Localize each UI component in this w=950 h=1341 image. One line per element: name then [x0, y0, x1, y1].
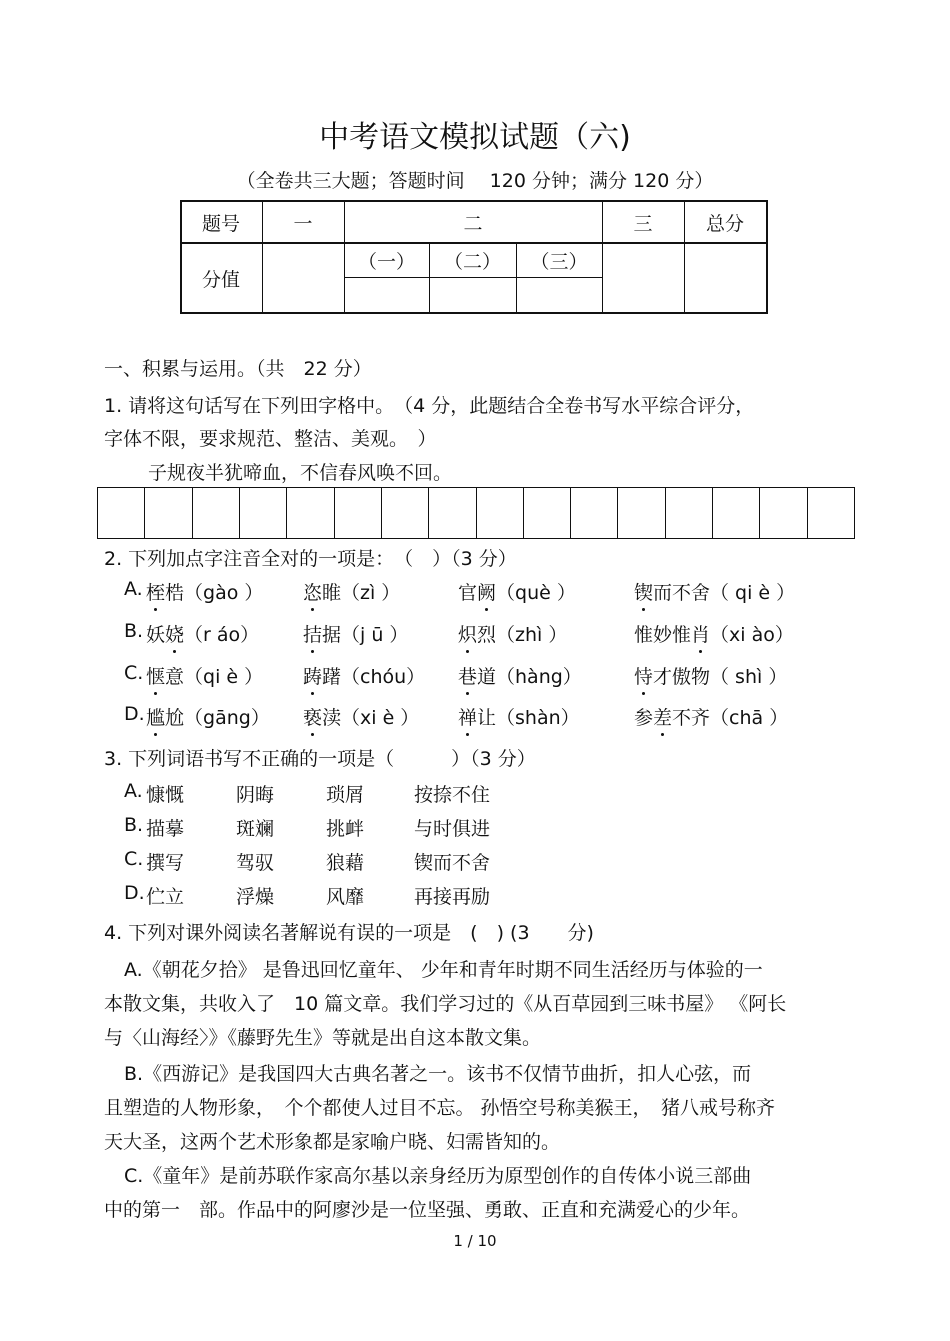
grid-square[interactable] — [287, 488, 334, 538]
q2-option-label: B. — [124, 620, 144, 642]
q2-option-label: C. — [124, 662, 144, 684]
table-col-total: 总分 — [705, 213, 744, 235]
q2-option-label: D. — [124, 703, 145, 725]
q4-option-b-line1: B.《西游记》是我国四大古典名著之一。该书不仅情节曲折，扣人心弦，而 — [124, 1063, 752, 1085]
q3-option-label: D. — [124, 882, 145, 904]
exam-info: （全卷共三大题；答题时间 120 分钟；满分 120 分） — [236, 170, 714, 192]
grid-square[interactable] — [98, 488, 145, 538]
q3-option-word: 琐屑 — [326, 784, 365, 806]
grid-square[interactable] — [618, 488, 665, 538]
q3-option-word: 再接再励 — [414, 886, 491, 908]
q3-option-word: 伫立 — [146, 886, 185, 908]
grid-square[interactable] — [666, 488, 713, 538]
q3-option-word: 与时俱进 — [414, 818, 491, 840]
q3-option-word: 按捺不住 — [414, 784, 491, 806]
q2-option-item: 踌躇（chóu） — [303, 666, 426, 688]
section-heading: 一、积累与运用。（共 22 分） — [104, 358, 372, 380]
q1-stem: 1. 请将这句话写在下列田字格中。 （4 分，此题结合全卷书写水平综合评分， — [104, 395, 755, 417]
q3-option-word: 狼藉 — [326, 852, 365, 874]
q3-option-word: 挑衅 — [326, 818, 365, 840]
grid-square[interactable] — [145, 488, 192, 538]
q3-option-word: 斑斓 — [236, 818, 275, 840]
q2-option-item: 妖娆（r áo） — [146, 624, 260, 646]
grid-square[interactable] — [571, 488, 618, 538]
q2-option-item: 官阙（què ） — [458, 582, 576, 604]
q2-option-item: 亵渎（xi è ） — [303, 707, 420, 729]
page-title: 中考语文模拟试题（六) — [319, 120, 631, 155]
q2-option-item: 锲而不舍（ qi è ） — [634, 582, 796, 604]
q3-option-word: 锲而不舍 — [414, 852, 491, 874]
q2-option-item: 拮据（j ū ） — [303, 624, 409, 646]
q3-option-word: 慷慨 — [146, 784, 185, 806]
q3-option-word: 驾驭 — [236, 852, 275, 874]
q2-option-item: 桎梏（gào ） — [146, 582, 264, 604]
q2-option-item: 恣睢（zì ） — [303, 582, 401, 604]
q3-stem: 3. 下列词语书写不正确的一项是（ ）（3 分） — [104, 748, 536, 770]
table-col-3: 三 — [633, 213, 653, 235]
grid-square[interactable] — [713, 488, 760, 538]
grid-square[interactable] — [808, 488, 854, 538]
q3-option-label: C. — [124, 848, 144, 870]
q3-option-word: 阴晦 — [236, 784, 275, 806]
q2-option-item: 参差不齐（chā ） — [634, 707, 789, 729]
q4-option-a-line1: A.《朝花夕拾》 是鲁迅回忆童年、 少年和青年时期不同生活经历与体验的一 — [124, 959, 763, 981]
q2-option-label: A. — [124, 578, 143, 600]
q2-option-item: 惬意（qi è ） — [146, 666, 264, 688]
grid-square[interactable] — [193, 488, 240, 538]
q3-option-word: 风靡 — [326, 886, 365, 908]
q2-stem: 2. 下列加点字注音全对的一项是： （ ）（3 分） — [104, 548, 517, 570]
table-sub-1: （一） — [357, 251, 415, 273]
q3-option-word: 撰写 — [146, 852, 185, 874]
table-header-label: 题号 — [201, 213, 240, 235]
q4-option-b-line2: 且塑造的人物形象， 个个都使人过目不忘。 孙悟空号称美猴王， 猪八戒号称齐 — [104, 1097, 776, 1119]
grid-square[interactable] — [429, 488, 476, 538]
q4-option-a-line2: 本散文集，共收入了 10 篇文章。我们学习过的《从百草园到三味书屋》 《阿长 — [104, 993, 787, 1015]
q1-sentence: 子规夜半犹啼血，不信春风唤不回。 — [148, 462, 453, 484]
q3-option-label: B. — [124, 814, 144, 836]
grid-square[interactable] — [760, 488, 807, 538]
table-sub-2: （二） — [443, 251, 501, 273]
q4-option-a-line3: 与〈山海经〉》《藤野先生》等就是出自这本散文集。 — [104, 1027, 542, 1049]
table-sub-3: （三） — [530, 251, 588, 273]
grid-square[interactable] — [240, 488, 287, 538]
q2-option-item: 炽烈（zhì ） — [458, 624, 568, 646]
table-score-label: 分值 — [201, 269, 240, 291]
q4-option-c-line2: 中的第一 部。作品中的阿廖沙是一位坚强、勇敢、正直和充满爱心的少年。 — [104, 1199, 751, 1221]
q2-option-item: 巷道（hàng） — [458, 666, 582, 688]
q3-option-word: 描摹 — [146, 818, 185, 840]
grid-square[interactable] — [335, 488, 382, 538]
page-number: 1 / 10 — [453, 1232, 497, 1250]
writing-grid[interactable] — [97, 487, 855, 539]
q2-option-item: 恃才傲物（ shì ） — [634, 666, 788, 688]
q4-option-b-line3: 天大圣，这两个艺术形象都是家喻户晓、妇需皆知的。 — [104, 1131, 561, 1153]
q4-option-c-line1: C.《童年》是前苏联作家高尔基以亲身经历为原型创作的自传体小说三部曲 — [124, 1165, 752, 1187]
q2-option-item: 尴尬（gāng） — [146, 707, 270, 729]
grid-square[interactable] — [477, 488, 524, 538]
q1-stem-cont: 字体不限，要求规范、整洁、美观。 ） — [104, 428, 437, 450]
q2-option-item: 惟妙惟肖（xi ào） — [634, 624, 794, 646]
table-col-1: 一 — [293, 213, 313, 235]
table-col-2: 二 — [463, 213, 483, 235]
q2-option-item: 禅让（shàn） — [458, 707, 580, 729]
q3-option-label: A. — [124, 780, 143, 802]
q4-stem: 4. 下列对课外阅读名著解说有误的一项是 ( ) (3 分) — [104, 922, 594, 944]
grid-square[interactable] — [382, 488, 429, 538]
grid-square[interactable] — [524, 488, 571, 538]
q3-option-word: 浮燥 — [236, 886, 275, 908]
